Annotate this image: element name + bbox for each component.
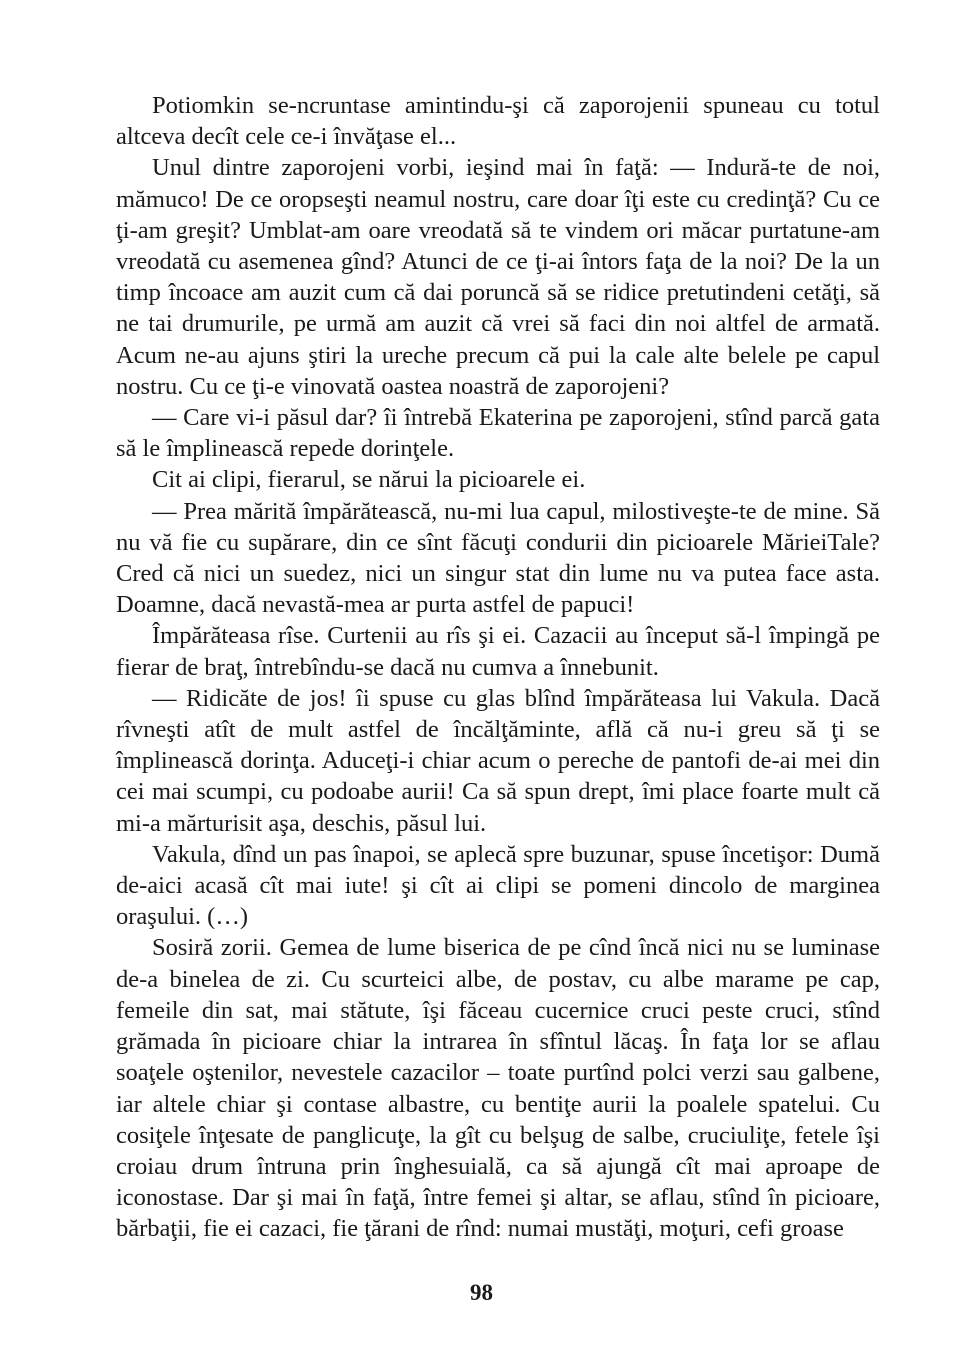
paragraph: Sosiră zorii. Gemea de lume biserica de pe cînd încă nici nu se luminase de-a binelea de zi. Cu scurteici albe, de postav, cu albe marame pe cap, femeile din sat, mai stătute, îşi făceau cucernice cruci peste cruci, stînd grămada în picioare chiar la intrarea în sfîntul lăcaş. În faţa lor se aflau soaţele oştenilor, nevestele cazacilor – toate purtînd polci verzi sau galbene, iar altele chiar şi contase albastre, cu bentiţe aurii la poalele spatelui. Cu cosiţele înţesate de panglicuţe, la gît cu belşug de salbe, cruciuliţe, fetele îşi croiau drum întruna prin înghesuială, ca să ajungă cît mai aproape de iconostase. Dar şi mai în faţă, între femei şi altar, se aflau, stînd în picioare, bărbaţii, fie ei cazaci, fie ţărani de rînd: numai mustăţi, moţuri, cefi groase: [116, 934, 880, 1243]
paragraph: Unul dintre zaporojeni vorbi, ieşind mai în faţă: — Indură-te de noi, mămuco! De ce oropseşti neamul nostru, care doar îţi este cu credinţă? Cu ce ţi-am greşit? Umblat-am oare vreodată să te vindem ori măcar purtatune-am vreodată cu asemenea gînd? Atunci de ce ţi-ai întors faţa de la noi? De la un timp încoace am auzit cum că dai poruncă să se ridice pretutindeni cetăţi, să ne tai drumurile, pe urmă am auzit că vrei să faci din noi altfel de armată. Acum ne-au ajuns ştiri la ureche precum că pui la cale alte belele pe capul nostru. Cu ce ţi-e vinovată oastea noastră de zaporojeni?: [116, 154, 880, 400]
page-number: 98: [470, 1280, 493, 1305]
paragraph: — Ridicăte de jos! îi spuse cu glas blînd împărăteasa lui Vakula. Dacă rîvneşti atît de mult astfel de încălţăminte, află că nu-i greu să ţi se împlinească dorinţa. Aduceţi-i chiar acum o pereche de pantofi de-ai mei din cei mai scumpi, cu podoabe aurii! Ca să spun drept, îmi place foarte mult că mi-a mărturisit aşa, deschis, păsul lui.: [116, 684, 880, 837]
paragraph: Vakula, dînd un pas înapoi, se aplecă spre buzunar, spuse încetişor: Dumă de-aici acasă cît mai iute! şi cît ai clipi se pomeni dincolo de marginea oraşului. (…): [116, 840, 880, 931]
paragraph: Cit ai clipi, fierarul, se nărui la picioarele ei.: [152, 466, 586, 494]
paragraph: Potiomkin se-ncruntase amintindu-şi că zaporojenii spuneau cu totul altceva decît cele ce-i învăţase el...: [116, 92, 880, 151]
paragraph: Împărăteasa rîse. Curtenii au rîs şi ei. Cazacii au început să-l împingă pe fierar de braţ, întrebîndu-se dacă nu cumva a înnebunit.: [116, 622, 880, 681]
paragraph: — Prea mărită împărătească, nu-mi lua capul, milostiveşte-te de mine. Să nu vă fie cu supărare, din ce sînt făcuţi condurii din picioarele MărieiTale? Cred că nici un suedez, nici un singur stat din lume nu va putea face asta. Doamne, dacă nevastă-mea ar purta astfel de papuci!: [116, 497, 880, 619]
paragraph: — Care vi-i păsul dar? îi întrebă Ekaterina pe zaporojeni, stînd parcă gata să le împlinească repede dorinţele.: [116, 404, 880, 463]
page-body-text: [116, 90, 880, 1245]
